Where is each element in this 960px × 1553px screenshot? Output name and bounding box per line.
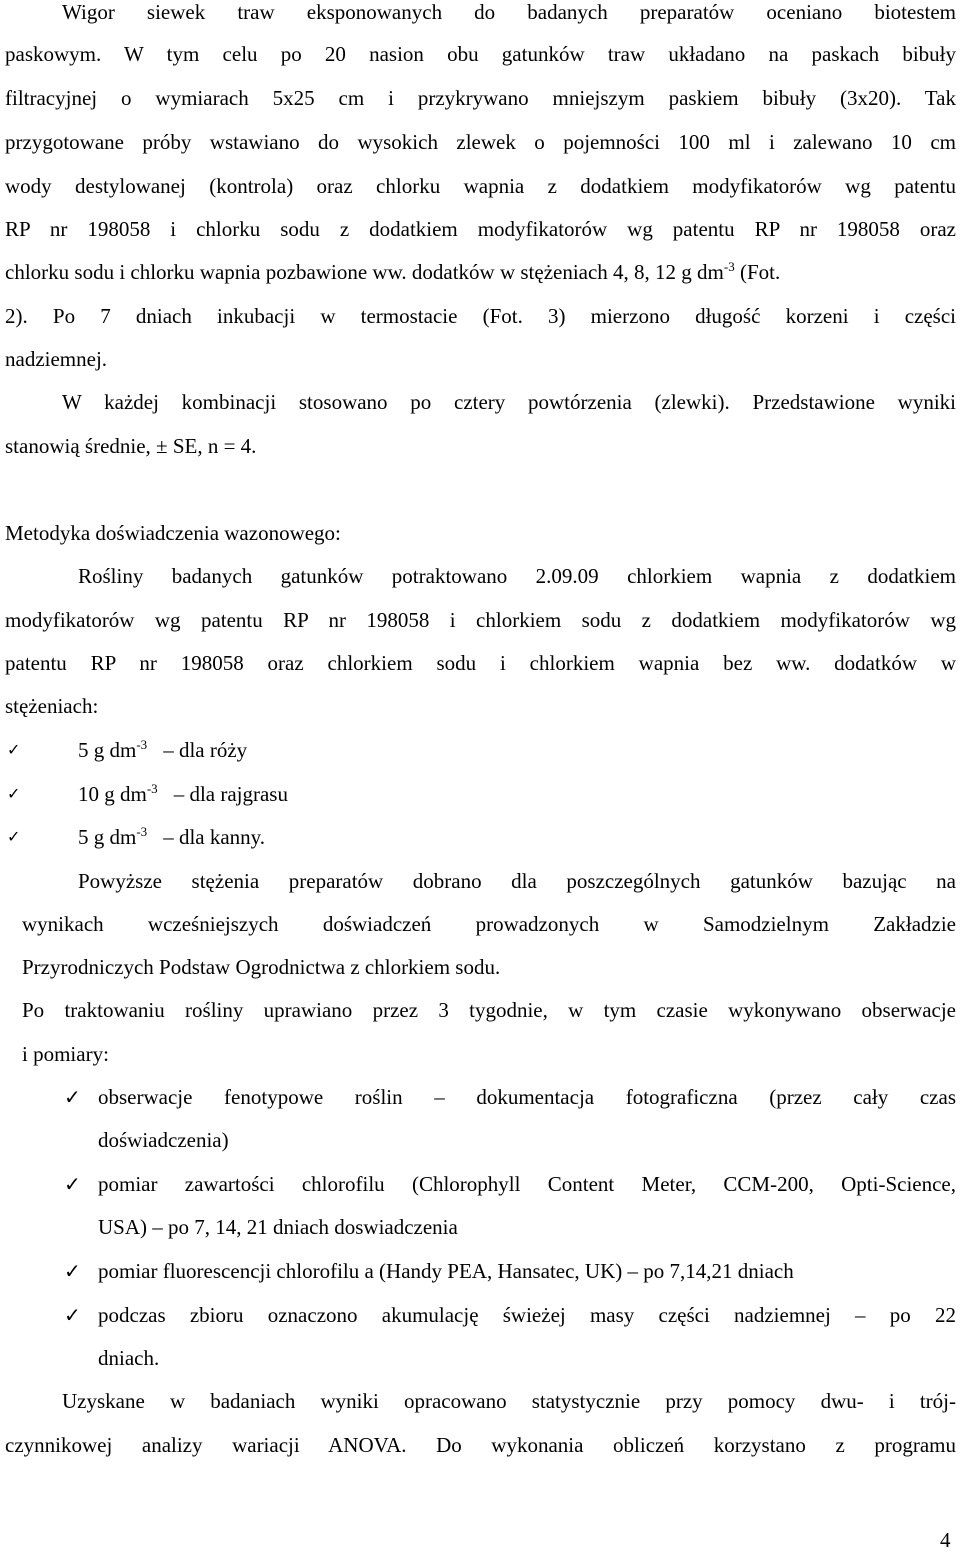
- item-dash: –: [173, 782, 185, 806]
- text-line: Po traktowaniu rośliny uprawiano przez 3 tygodnie, w tym czasie wykonywano obserwacje: [22, 998, 956, 1022]
- text-line: czynnikowej analizy wariacji ANOVA. Do wykonania obliczeń korzystano z programu: [5, 1433, 956, 1457]
- list-item-line: podczas zbioru oznaczono akumulację świeżej masy części nadziemnej – po 22: [98, 1303, 956, 1327]
- text-line: Powyższe stężenia preparatów dobrano dla poszczególnych gatunków bazując na: [78, 869, 956, 893]
- checkmark-icon: ✓: [7, 740, 21, 759]
- text-line: stanowią średnie, ± SE, n = 4.: [5, 434, 257, 458]
- text-line: stężeniach:: [5, 694, 99, 718]
- list-item-line: doświadczenia): [98, 1128, 229, 1152]
- checkmark-icon: ✓: [7, 784, 21, 803]
- superscript: -3: [723, 259, 735, 274]
- text-line: modyfikatorów wg patentu RP nr 198058 i chlorkiem sodu z dodatkiem modyfikatorów wg: [5, 608, 956, 632]
- text-line: 2). Po 7 dniach inkubacji w termostacie (Fot. 3) mierzono długość korzeni i części: [5, 304, 956, 328]
- text-line: nadziemnej.: [5, 347, 108, 371]
- text-line: Przyrodniczych Podstaw Ogrodnictwa z chlorkiem sodu.: [22, 955, 501, 979]
- item-value: 5 g dm: [78, 738, 137, 762]
- text-line: Wigor siewek traw eksponowanych do badanych preparatów oceniano biotestem: [62, 0, 956, 24]
- text-run: (Fot.: [734, 260, 781, 284]
- item-value: 10 g dm: [78, 782, 147, 806]
- list-item: [78, 738, 247, 762]
- item-label: dla rajgrasu: [189, 782, 288, 806]
- section-heading: Metodyka doświadczenia wazonowego:: [5, 521, 341, 545]
- list-item-line: USA) – po 7, 14, 21 dniach doswiadczenia: [98, 1215, 458, 1239]
- text-line: przygotowane próby wstawiano do wysokich zlewek o pojemności 100 ml i zalewano 10 cm: [5, 130, 956, 154]
- text-line: i pomiary:: [22, 1042, 109, 1066]
- item-label: dla róży: [178, 738, 248, 762]
- text-line: RP nr 198058 i chlorku sodu z dodatkiem modyfikatorów wg patentu RP nr 198058 oraz: [5, 217, 956, 241]
- item-value: 5 g dm: [78, 825, 137, 849]
- checkmark-icon: ✓: [64, 1172, 81, 1196]
- item-dash: –: [163, 825, 174, 849]
- text-line: paskowym. W tym celu po 20 nasion obu gatunków traw układano na paskach bibuły: [5, 42, 956, 66]
- superscript: -3: [136, 824, 148, 839]
- text-line: Uzyskane w badaniach wyniki opracowano statystycznie przy pomocy dwu- i trój-: [62, 1389, 956, 1413]
- list-item-line: obserwacje fenotypowe roślin – dokumentacja fotograficzna (przez cały czas: [98, 1085, 956, 1109]
- text-run: chlorku sodu i chlorku wapnia pozbawione ww. dodatków w stężeniach 4, 8, 12 g dm: [5, 260, 724, 284]
- checkmark-icon: ✓: [64, 1085, 81, 1109]
- text-line: wynikach wcześniejszych doświadczeń prowadzonych w Samodzielnym Zakładzie: [22, 912, 956, 936]
- checkmark-icon: ✓: [7, 827, 21, 846]
- list-item: [78, 782, 288, 806]
- text-line: [5, 260, 780, 284]
- superscript: -3: [136, 737, 148, 752]
- item-dash: –: [163, 738, 174, 762]
- list-item-line: dniach.: [98, 1346, 160, 1370]
- text-line: patentu RP nr 198058 oraz chlorkiem sodu i chlorkiem wapnia bez ww. dodatków w: [5, 651, 956, 675]
- text-line: wody destylowanej (kontrola) oraz chlorku wapnia z dodatkiem modyfikatorów wg patentu: [5, 174, 956, 198]
- page-number: 4: [940, 1528, 951, 1552]
- superscript: -3: [146, 781, 158, 796]
- checkmark-icon: ✓: [64, 1259, 81, 1283]
- list-item-line: pomiar fluorescencji chlorofilu a (Handy PEA, Hansatec, UK) – po 7,14,21 dniach: [98, 1259, 794, 1283]
- checkmark-icon: ✓: [64, 1303, 81, 1327]
- text-line: Rośliny badanych gatunków potraktowano 2.09.09 chlorkiem wapnia z dodatkiem: [78, 564, 956, 588]
- text-line: filtracyjnej o wymiarach 5x25 cm i przykrywano mniejszym paskiem bibuły (3x20). Tak: [5, 86, 956, 110]
- text-line: W każdej kombinacji stosowano po cztery powtórzenia (zlewki). Przedstawione wyniki: [62, 390, 956, 414]
- list-item: [78, 825, 265, 849]
- list-item-line: pomiar zawartości chlorofilu (Chlorophyll Content Meter, CCM-200, Opti-Science,: [98, 1172, 956, 1196]
- item-label: dla kanny.: [178, 825, 266, 849]
